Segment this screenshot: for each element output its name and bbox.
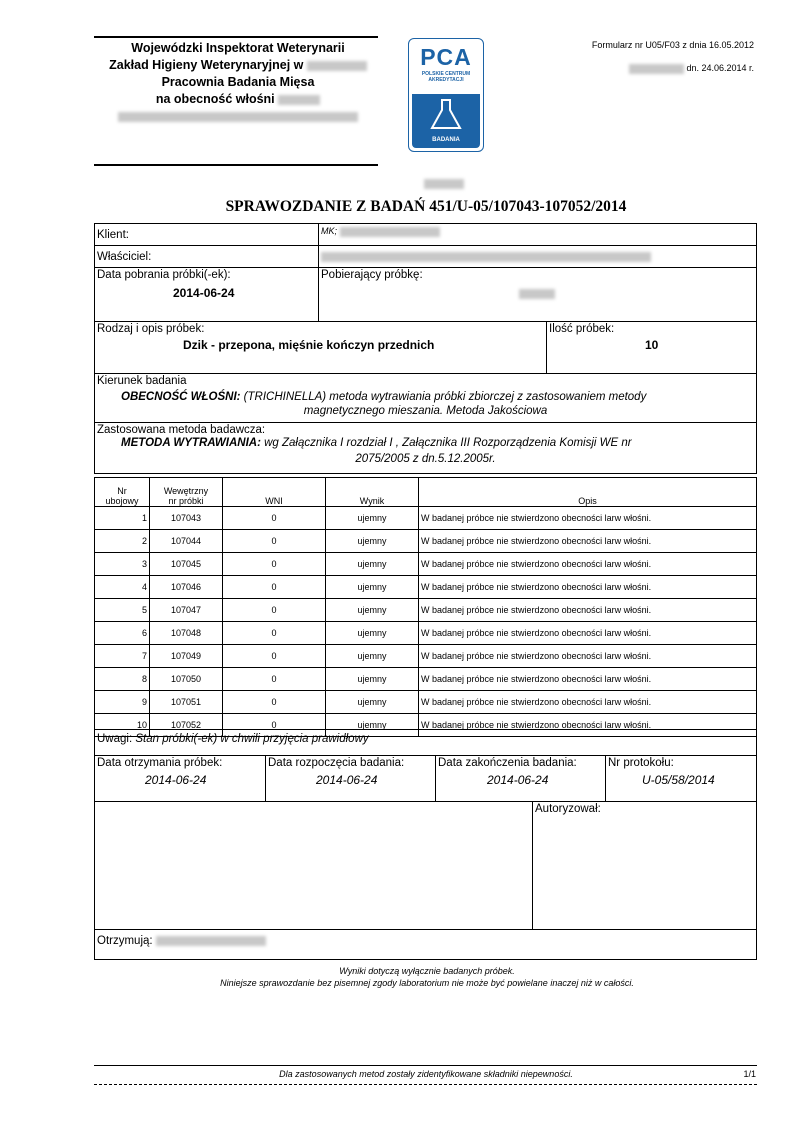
institution-line-2: Zakład Higieny Weterynaryjnej w bbox=[109, 58, 304, 72]
header-top-rule bbox=[94, 36, 378, 38]
pca-badania-label: BADANIA bbox=[432, 137, 460, 143]
end-date-label: Data zakończenia badania: bbox=[438, 757, 577, 769]
sample-type-label: Rodzaj i opis próbek: bbox=[97, 323, 205, 335]
row-description: W badanej próbce nie stwierdzono obecności larw włośni. bbox=[419, 714, 757, 737]
table-row bbox=[95, 599, 757, 622]
redacted-text bbox=[118, 112, 358, 122]
form-id: Formularz nr U05/F03 z dnia 16.05.2012 bbox=[591, 40, 754, 50]
row-wni: 0 bbox=[223, 645, 326, 668]
redacted-text bbox=[278, 95, 320, 105]
table-row bbox=[95, 645, 757, 668]
pca-sub-2: AKREDYTACJI bbox=[428, 77, 464, 83]
institution-line-4: na obecność włośni bbox=[155, 92, 275, 106]
row-result: ujemny bbox=[326, 622, 419, 645]
institution-name bbox=[96, 40, 380, 125]
remarks: Uwagi: Stan próbki(-ek) w chwili przyjęcia prawidłowy bbox=[97, 733, 369, 745]
table-row bbox=[95, 622, 757, 645]
pca-sub-1: POLSKIE CENTRUM bbox=[421, 71, 471, 77]
footer-note-1: Wyniki dotyczą wyłącznie badanych próbek. bbox=[339, 966, 515, 976]
received-date-cell bbox=[94, 755, 266, 802]
form-date: dn. 24.06.2014 r. bbox=[560, 63, 754, 74]
row-internal-no: 107048 bbox=[150, 622, 223, 645]
row-result: ujemny bbox=[326, 507, 419, 530]
protocol-label: Nr protokołu: bbox=[608, 757, 674, 769]
sample-date-cell bbox=[94, 267, 319, 322]
table-row bbox=[95, 576, 757, 599]
redacted-text bbox=[519, 289, 555, 299]
sample-qty-value: 10 bbox=[645, 338, 659, 352]
sample-date-value: 2014-06-24 bbox=[173, 286, 235, 300]
owner-label: Właściciel: bbox=[97, 251, 152, 263]
col-header-wni: WNI bbox=[223, 478, 326, 507]
sample-type-cell bbox=[94, 321, 547, 374]
sampler-label: Pobierający próbkę: bbox=[321, 269, 423, 281]
row-description: W badanej próbce nie stwierdzono obecności larw włośni. bbox=[419, 530, 757, 553]
row-internal-no: 107050 bbox=[150, 668, 223, 691]
table-row bbox=[95, 668, 757, 691]
table-row bbox=[95, 507, 757, 530]
row-nr: 6 bbox=[95, 622, 150, 645]
test-direction-label: Kierunek badania bbox=[97, 375, 187, 387]
row-result: ujemny bbox=[326, 645, 419, 668]
row-result: ujemny bbox=[326, 691, 419, 714]
client-value: MK; bbox=[321, 226, 440, 237]
row-wni: 0 bbox=[223, 599, 326, 622]
end-date-cell bbox=[435, 755, 606, 802]
authorized-cell bbox=[532, 801, 757, 930]
row-nr: 9 bbox=[95, 691, 150, 714]
row-wni: 0 bbox=[223, 507, 326, 530]
row-wni: 0 bbox=[223, 691, 326, 714]
redacted-text bbox=[629, 64, 684, 74]
row-internal-no: 107049 bbox=[150, 645, 223, 668]
redacted-text bbox=[307, 61, 367, 71]
pca-badge-panel bbox=[412, 94, 480, 148]
row-nr: 5 bbox=[95, 599, 150, 622]
redacted-title-mark bbox=[424, 175, 464, 193]
test-direction-line-1: OBECNOŚĆ WŁOŚNI: (TRICHINELLA) metoda wytrawiania próbki zbiorczej z zastosowaniem metody bbox=[121, 391, 647, 403]
institution-line-3: Pracownia Badania Mięsa bbox=[161, 75, 315, 89]
col-header-description: Opis bbox=[419, 478, 757, 507]
table-header-row bbox=[95, 478, 757, 507]
protocol-cell bbox=[605, 755, 757, 802]
client-value-cell bbox=[318, 223, 757, 246]
row-wni: 0 bbox=[223, 530, 326, 553]
remarks-row bbox=[94, 729, 757, 756]
method-label: Zastosowana metoda badawcza: bbox=[97, 424, 266, 436]
start-date-value: 2014-06-24 bbox=[316, 773, 378, 787]
sample-type-value: Dzik - przepona, mięśnie kończyn przednich bbox=[183, 338, 435, 352]
col-header-nr: Nr ubojowy bbox=[95, 478, 150, 507]
row-description: W badanej próbce nie stwierdzono obecności larw włośni. bbox=[419, 622, 757, 645]
row-description: W badanej próbce nie stwierdzono obecności larw włośni. bbox=[419, 668, 757, 691]
row-description: W badanej próbce nie stwierdzono obecności larw włośni. bbox=[419, 576, 757, 599]
row-nr: 3 bbox=[95, 553, 150, 576]
start-date-label: Data rozpoczęcia badania: bbox=[268, 757, 405, 769]
bottom-dashed-rule bbox=[94, 1084, 757, 1085]
row-nr: 2 bbox=[95, 530, 150, 553]
sample-qty-label: Ilość próbek: bbox=[549, 323, 615, 335]
row-internal-no: 107045 bbox=[150, 553, 223, 576]
uncertainty-note: Dla zastosowanych metod zostały zidentyfikowane składniki niepewności. bbox=[279, 1069, 573, 1079]
end-date-value: 2014-06-24 bbox=[487, 773, 549, 787]
row-description: W badanej próbce nie stwierdzono obecności larw włośni. bbox=[419, 553, 757, 576]
row-internal-no: 107047 bbox=[150, 599, 223, 622]
row-nr: 7 bbox=[95, 645, 150, 668]
row-description: W badanej próbce nie stwierdzono obecności larw włośni. bbox=[419, 645, 757, 668]
row-internal-no: 107051 bbox=[150, 691, 223, 714]
method-line-2: 2075/2005 z dn.5.12.2005r. bbox=[355, 453, 496, 465]
row-nr: 1 bbox=[95, 507, 150, 530]
row-nr: 8 bbox=[95, 668, 150, 691]
row-result: ujemny bbox=[326, 599, 419, 622]
authorized-label: Autoryzował: bbox=[535, 803, 601, 815]
page-number: 1/1 bbox=[743, 1069, 756, 1079]
redacted-text bbox=[321, 252, 651, 262]
results-table bbox=[94, 477, 757, 737]
bottom-rule bbox=[94, 1065, 757, 1066]
row-wni: 0 bbox=[223, 553, 326, 576]
pca-logo-text: PCA bbox=[420, 44, 472, 70]
row-internal-no: 107052 bbox=[150, 714, 223, 737]
footer-note-2: Niniejsze sprawozdanie bez pisemnej zgody laboratorium nie może być powielane inaczej niż w całości. bbox=[220, 978, 634, 988]
client-label: Klient: bbox=[97, 229, 129, 241]
sampler-cell bbox=[318, 267, 757, 322]
test-direction-line-2: magnetycznego mieszania. Metoda Jakościowa bbox=[303, 405, 548, 417]
row-result: ujemny bbox=[326, 553, 419, 576]
row-description: W badanej próbce nie stwierdzono obecności larw włośni. bbox=[419, 691, 757, 714]
received-date-value: 2014-06-24 bbox=[145, 773, 207, 787]
row-wni: 0 bbox=[223, 622, 326, 645]
table-row bbox=[95, 553, 757, 576]
row-internal-no: 107044 bbox=[150, 530, 223, 553]
row-description: W badanej próbce nie stwierdzono obecności larw włośni. bbox=[419, 507, 757, 530]
sample-date-label: Data pobrania próbki(-ek): bbox=[97, 269, 231, 281]
row-internal-no: 107043 bbox=[150, 507, 223, 530]
method-line-1: METODA WYTRAWIANIA: wg Załącznika I rozdział I , Załącznika III Rozporządzenia Komisji WE nr bbox=[121, 437, 632, 449]
flask-icon bbox=[412, 96, 480, 136]
row-wni: 0 bbox=[223, 576, 326, 599]
received-date-label: Data otrzymania próbek: bbox=[97, 757, 223, 769]
recipients-row bbox=[94, 929, 757, 960]
table-row bbox=[95, 691, 757, 714]
redacted-text bbox=[156, 936, 266, 946]
col-header-internal-no: Wewętrzny nr próbki bbox=[150, 478, 223, 507]
redacted-text bbox=[340, 227, 440, 237]
row-nr: 4 bbox=[95, 576, 150, 599]
row-result: ujemny bbox=[326, 714, 419, 737]
sample-qty-cell bbox=[546, 321, 757, 374]
row-result: ujemny bbox=[326, 530, 419, 553]
report-title: SPRAWOZDANIE Z BADAŃ 451/U-05/107043-107052/2014 bbox=[225, 198, 627, 215]
pca-accreditation-logo bbox=[408, 38, 484, 152]
protocol-value: U-05/58/2014 bbox=[642, 773, 715, 787]
row-wni: 0 bbox=[223, 668, 326, 691]
table-row bbox=[95, 530, 757, 553]
header-bottom-rule bbox=[94, 164, 378, 166]
row-wni: 0 bbox=[223, 714, 326, 737]
row-nr: 10 bbox=[95, 714, 150, 737]
test-direction-cell bbox=[94, 373, 757, 423]
method-cell bbox=[94, 422, 757, 474]
row-description: W badanej próbce nie stwierdzono obecności larw włośni. bbox=[419, 599, 757, 622]
owner-value-cell bbox=[318, 245, 757, 268]
row-result: ujemny bbox=[326, 576, 419, 599]
start-date-cell bbox=[265, 755, 436, 802]
institution-line-1: Wojewódzki Inspektorat Weterynarii bbox=[131, 41, 345, 55]
recipients: Otrzymują: bbox=[97, 935, 266, 947]
row-result: ujemny bbox=[326, 668, 419, 691]
row-internal-no: 107046 bbox=[150, 576, 223, 599]
col-header-result: Wynik bbox=[326, 478, 419, 507]
